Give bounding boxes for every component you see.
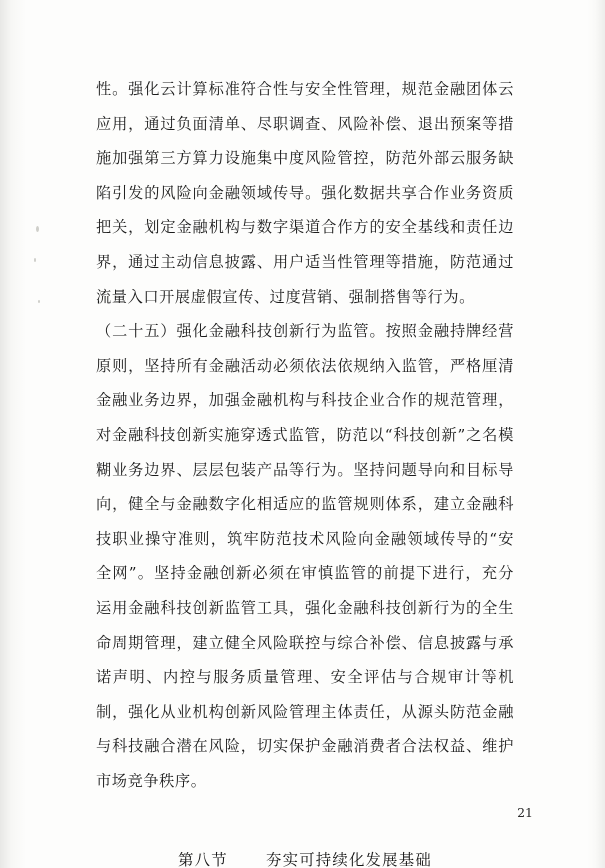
scan-speckle — [38, 300, 40, 303]
section-heading-label: 第八节 — [178, 851, 228, 868]
section-heading — [96, 844, 514, 868]
page-number: 21 — [517, 805, 533, 820]
paragraph-item-25: （二十五）强化金融科技创新行为监管。按照金融持牌经营原则，坚持所有金融活动必须依法依规纳入监管，严格厘清金融业务边界，加强金融机构与科技企业合作的规范管理，对金融科技创新实施穿透式监管，防范以“科技创新”之名模糊业务边界、层层包装产品等行为。坚持问题导向和目标导向，健全与金融数字化相适应的监管规则体系，建立金融科技职业操守准则，筑牢防范技术风险向金融领域传导的“安全网”。坚持金融创新必须在审慎监管的前提下进行，充分运用金融科技创新监管工具，强化金融科技创新行为的全生命周期管理，建立健全风险联控与综合补偿、信息披露与承诺声明、内控与服务质量管理、安全评估与合规审计等机制，强化从业机构创新风险管理主体责任，从源头防范金融与科技融合潜在风险，切实保护金融消费者合法权益、维护市场竞争秩序。 — [96, 322, 514, 790]
paragraph-continuation: 性。强化云计算标准符合性与安全性管理，规范金融团体云应用，通过负面清单、尽职调查、风险补偿、退出预案等措施加强第三方算力设施集中度风险管控，防范外部云服务缺陷引发的风险向金融领域传导。强化数据共享合作业务资质把关，划定金融机构与数字渠道合作方的安全基线和责任边界，通过主动信息披露、用户适当性管理等措施，防范通过流量入口开展虚假宣传、过度营销、强制搭售等行为。 — [96, 80, 514, 306]
page-body — [96, 72, 514, 868]
scan-speckle — [34, 258, 36, 262]
section-heading-title: 夯实可持续化发展基础 — [266, 851, 432, 868]
scan-speckle — [36, 226, 39, 232]
